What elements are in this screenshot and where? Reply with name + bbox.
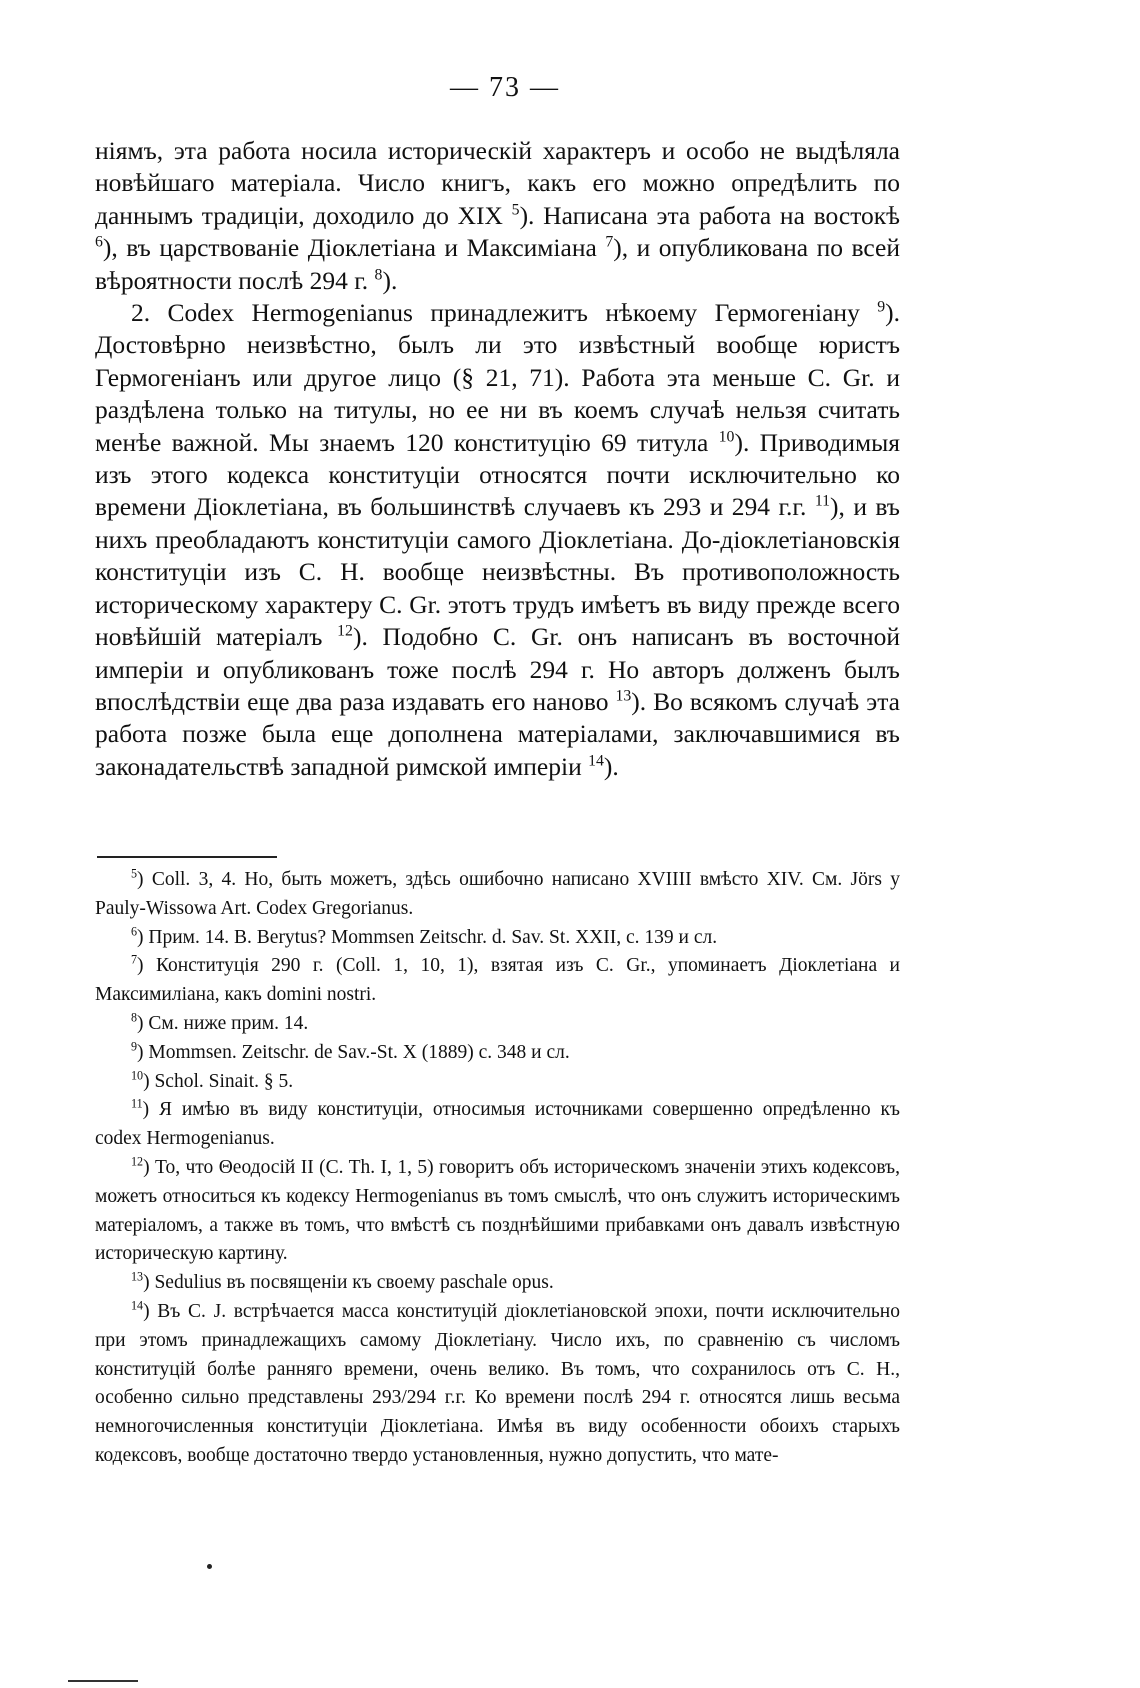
paragraph-text: ), въ царствованіе Діоклетіана и Максиміана: [102, 233, 606, 263]
footnote-reference: 6: [95, 233, 103, 251]
footnote-mark: 6: [131, 924, 138, 939]
footnote: [95, 952, 900, 1010]
paragraph-text: ). Написана эта работа на востокѣ: [519, 200, 900, 230]
footnote-text: ) Конституція 290 г. (Coll. 1, 10, 1), взятая изъ C. Gr., упоминаетъ Діоклетіана и Максимиліана, какъ domini nostri.: [95, 955, 900, 1006]
footnote: [95, 1068, 900, 1097]
paragraph-text: ніямъ, эта работа носила историческій характеръ и особо не выдѣляла новѣйшаго матеріала. Число книгъ, какъ его можно опредѣлить по даннымъ традиціи, доходило до XIX: [95, 136, 900, 230]
footnote-mark: 11: [131, 1096, 143, 1111]
footnote: [95, 1154, 900, 1269]
footnote-reference: 5: [511, 201, 520, 219]
footnote-text: ) Прим. 14. B. Berytus? Mommsen Zeitschr. d. Sav. St. XXII, c. 139 и сл.: [137, 926, 718, 948]
footnote-mark: 13: [131, 1269, 144, 1284]
footnote: [95, 1298, 900, 1471]
footnote-text: ) То, что Θеодосій II (C. Th. I, 1, 5) говоритъ объ историческомъ значеніи этихъ кодексовъ, можетъ относиться къ кодексу Hermogenianus въ томъ смыслѣ, что онъ служитъ историческимъ матеріаломъ, а также въ томъ, что вмѣстѣ съ позднѣйшими прибавками онъ давалъ извѣстную историческую картину.: [95, 1156, 900, 1265]
footnotes: [95, 866, 900, 1471]
footnote-mark: 10: [131, 1068, 144, 1083]
paragraph: [95, 297, 900, 783]
footnote-separator: [97, 856, 277, 858]
footnote-reference: 7: [605, 233, 614, 251]
main-text: [95, 135, 900, 783]
paragraph-text: ), и въ нихъ преобладаютъ конституціи самого Діоклетіана. До-діоклетіановскія конституціи изъ C. H. вообще неизвѣстны. Въ противоположность историческому характеру C. Gr. этотъ трудъ имѣетъ въ виду прежде всего новѣйшій матеріалъ: [95, 492, 900, 652]
footnote-reference: 11: [814, 492, 831, 510]
paragraph-text: ). Достовѣрно неизвѣстно, былъ ли это извѣстный вообще юристъ Гермогеніанъ или другое лицо (§ 21, 71). Работа эта меньше C. Gr. и раздѣлена только на титулы, но ее ни въ коемъ случаѣ нельзя считать менѣе важной. Мы знаемъ 120 конституцію 69 титула: [95, 298, 900, 457]
paragraph-text: ).: [603, 751, 619, 781]
footnote-mark: 9: [131, 1039, 138, 1054]
footnote-mark: 7: [131, 952, 138, 967]
footnote: [95, 1010, 900, 1039]
footnote-mark: 12: [131, 1154, 144, 1169]
footnote-text: ) Coll. 3, 4. Но, быть можетъ, здѣсь ошибочно написано XVIIII вмѣсто XIV. См. Jörs у Pauly-Wissowa Art. Codex Gregorianus.: [95, 869, 900, 919]
footnote-mark: 14: [131, 1298, 144, 1313]
footnote-reference: 10: [718, 428, 735, 446]
paragraph-text: ). Приводимыя изъ этого кодекса конституціи относятся почти исключительно ко времени Діоклетіана, въ большинствѣ случаевъ къ 293 и 294 г.г.: [95, 427, 900, 522]
footnote-text: ) Въ C. J. встрѣчается масса конституцій діоклетіановской эпохи, почти исключительно при этомъ принадлежащихъ самому Діоклетіану. Число ихъ, по сравненію съ числомъ конституцій болѣе ранняго времени, очень велико. Въ томъ, что сохранилось отъ C. H., особенно сильно представлены 293/294 г.г. Ко времени послѣ 294 г. относятся лишь весьма немногочисленныя конституціи Діоклетіана. Имѣя въ виду особенности обоихъ старыхъ кодексовъ, вообще достаточно твердо установленныя, нужно допустить, что мате-: [95, 1300, 900, 1466]
footnote: [95, 866, 900, 924]
paragraph: [95, 135, 900, 297]
footnote-text: ) Sedulius въ посвященіи къ своему paschale opus.: [143, 1272, 554, 1294]
footnote: [95, 1269, 900, 1298]
footnote-text: ) Я имѣю въ виду конституціи, относимыя источниками совершенно опредѣленно къ codex Hermogenianus.: [95, 1099, 900, 1150]
page-number: — 73 —: [450, 72, 560, 103]
footnote-reference: 13: [615, 687, 632, 705]
footnote-text: ) Mommsen. Zeitschr. de Sav.-St. X (1889) c. 348 и сл.: [137, 1041, 570, 1063]
paragraph-text: 2. Codex Hermogenianus принадлежитъ нѣкоему Гермогеніану: [131, 298, 878, 328]
footnote-reference: 14: [588, 752, 604, 770]
paragraph-text: ), и опубликована по всей вѣроятности послѣ 294 г.: [95, 233, 900, 295]
footnote-text: ) См. ниже прим. 14.: [137, 1012, 309, 1034]
footnote-text: ) Schol. Sinait. § 5.: [143, 1070, 294, 1092]
paragraph-text: ).: [382, 265, 398, 295]
footnote: [95, 1039, 900, 1068]
paragraph-text: ). Во всякомъ случаѣ эта работа позже была еще дополнена матеріалами, заключавшимися въ законадательствѣ западной римской имперіи: [95, 686, 900, 781]
footnote-reference: 8: [374, 266, 383, 284]
footnote-reference: 9: [877, 298, 886, 316]
footnote-reference: 12: [337, 622, 353, 640]
ink-speck: [207, 1564, 212, 1569]
page-edge-mark: [68, 1680, 138, 1682]
footnote-mark: 8: [131, 1010, 138, 1025]
footnote-mark: 5: [131, 866, 138, 881]
paragraph-text: ). Подобно C. Gr. онъ написанъ въ восточной имперіи и опубликованъ тоже послѣ 294 г. Но авторъ долженъ былъ впослѣдствіи еще два раза издавать его наново: [95, 622, 901, 716]
footnote: [95, 924, 900, 953]
footnote: [95, 1096, 900, 1154]
